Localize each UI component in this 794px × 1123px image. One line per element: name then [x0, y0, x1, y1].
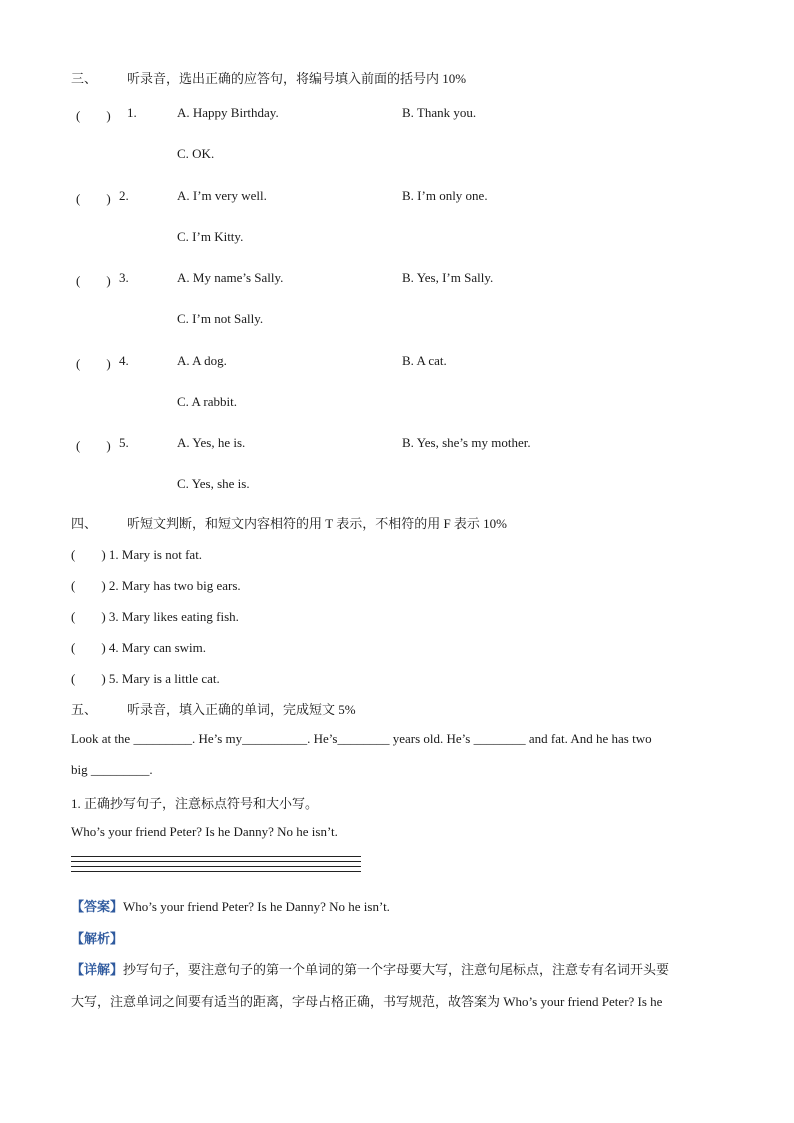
detail-label: 【详解】 [71, 962, 124, 977]
section3-item2-option-a: A. I’m very well. [177, 188, 267, 203]
section3-item4-option-c: C. A rabbit. [177, 394, 237, 409]
section3-item2-option-c: C. I’m Kitty. [177, 229, 244, 244]
section4-item1[interactable]: ( ) 1. Mary is not fat. [71, 547, 203, 562]
section3-item4-option-b: B. A cat. [402, 353, 447, 368]
section3-item4-option-a: A. A dog. [177, 353, 227, 368]
section3-item1-option-b: B. Thank you. [402, 105, 477, 120]
writing-line [71, 871, 361, 872]
section3-item4-paren[interactable]: ( ) [76, 356, 111, 371]
section3-item4-num: 4. [119, 353, 129, 368]
section3-number: 三、 [71, 71, 98, 86]
section3-item5-num: 5. [119, 435, 129, 450]
section3-item1-option-a: A. Happy Birthday. [177, 105, 279, 120]
section3-item2-num: 2. [119, 188, 129, 203]
answer-row [71, 896, 390, 916]
section3-item3-option-b: B. Yes, I’m Sally. [402, 270, 494, 285]
writing-line [71, 861, 361, 862]
detail-row [71, 959, 669, 979]
section3-item2-paren[interactable]: ( ) [76, 191, 111, 206]
section5-passage-line2[interactable]: big _________. [71, 762, 153, 777]
section3-item5-paren[interactable]: ( ) [76, 438, 111, 453]
section3-item1-num: 1. [127, 105, 137, 120]
section3-item1-paren[interactable]: ( ) [76, 108, 111, 123]
section3-item5-option-c: C. Yes, she is. [177, 476, 250, 491]
section5-passage-line1[interactable]: Look at the _________. He’s my__________. He’s________ years old. He’s ________ and fat. And he has two [71, 731, 652, 746]
section4-item2[interactable]: ( ) 2. Mary has two big ears. [71, 578, 241, 593]
section3-title: 听录音，选出正确的应答句，将编号填入前面的括号内 10% [127, 71, 467, 86]
section3-item2-option-b: B. I’m only one. [402, 188, 488, 203]
section3-item3-num: 3. [119, 270, 129, 285]
detail-text-line2: 大写，注意单词之间要有适当的距离，字母占格正确，书写规范，故答案为 Who’s your friend Peter? Is he [71, 994, 663, 1009]
section3-item5-option-a: A. Yes, he is. [177, 435, 246, 450]
section3-item3-option-c: C. I’m not Sally. [177, 311, 264, 326]
answer-text: Who’s your friend Peter? Is he Danny? No he isn’t. [123, 899, 390, 914]
analysis-label: 【解析】 [71, 931, 124, 946]
section3-item5-option-b: B. Yes, she’s my mother. [402, 435, 531, 450]
section3-item3-paren[interactable]: ( ) [76, 273, 111, 288]
section3-item1-option-c: C. OK. [177, 146, 215, 161]
section5-number: 五、 [71, 702, 98, 717]
answer-label: 【答案】 [71, 899, 124, 914]
section4-item4[interactable]: ( ) 4. Mary can swim. [71, 640, 207, 655]
section4-number: 四、 [71, 516, 98, 531]
section3-item3-option-a: A. My name’s Sally. [177, 270, 284, 285]
section5-title: 听录音，填入正确的单词，完成短文 5% [127, 702, 356, 717]
question1-prompt: 1. 正确抄写句子，注意标点符号和大小写。 [71, 796, 319, 811]
writing-lines[interactable] [71, 856, 361, 876]
writing-line [71, 866, 361, 867]
writing-line [71, 856, 361, 857]
detail-text-line1: 抄写句子，要注意句子的第一个单词的第一个字母要大写，注意句尾标点，注意专有名词开头要 [123, 962, 670, 977]
question1-sentence: Who’s your friend Peter? Is he Danny? No he isn’t. [71, 824, 338, 839]
section4-item3[interactable]: ( ) 3. Mary likes eating fish. [71, 609, 239, 624]
section4-title: 听短文判断，和短文内容相符的用 T 表示，不相符的用 F 表示 10% [127, 516, 508, 531]
section4-item5[interactable]: ( ) 5. Mary is a little cat. [71, 671, 220, 686]
